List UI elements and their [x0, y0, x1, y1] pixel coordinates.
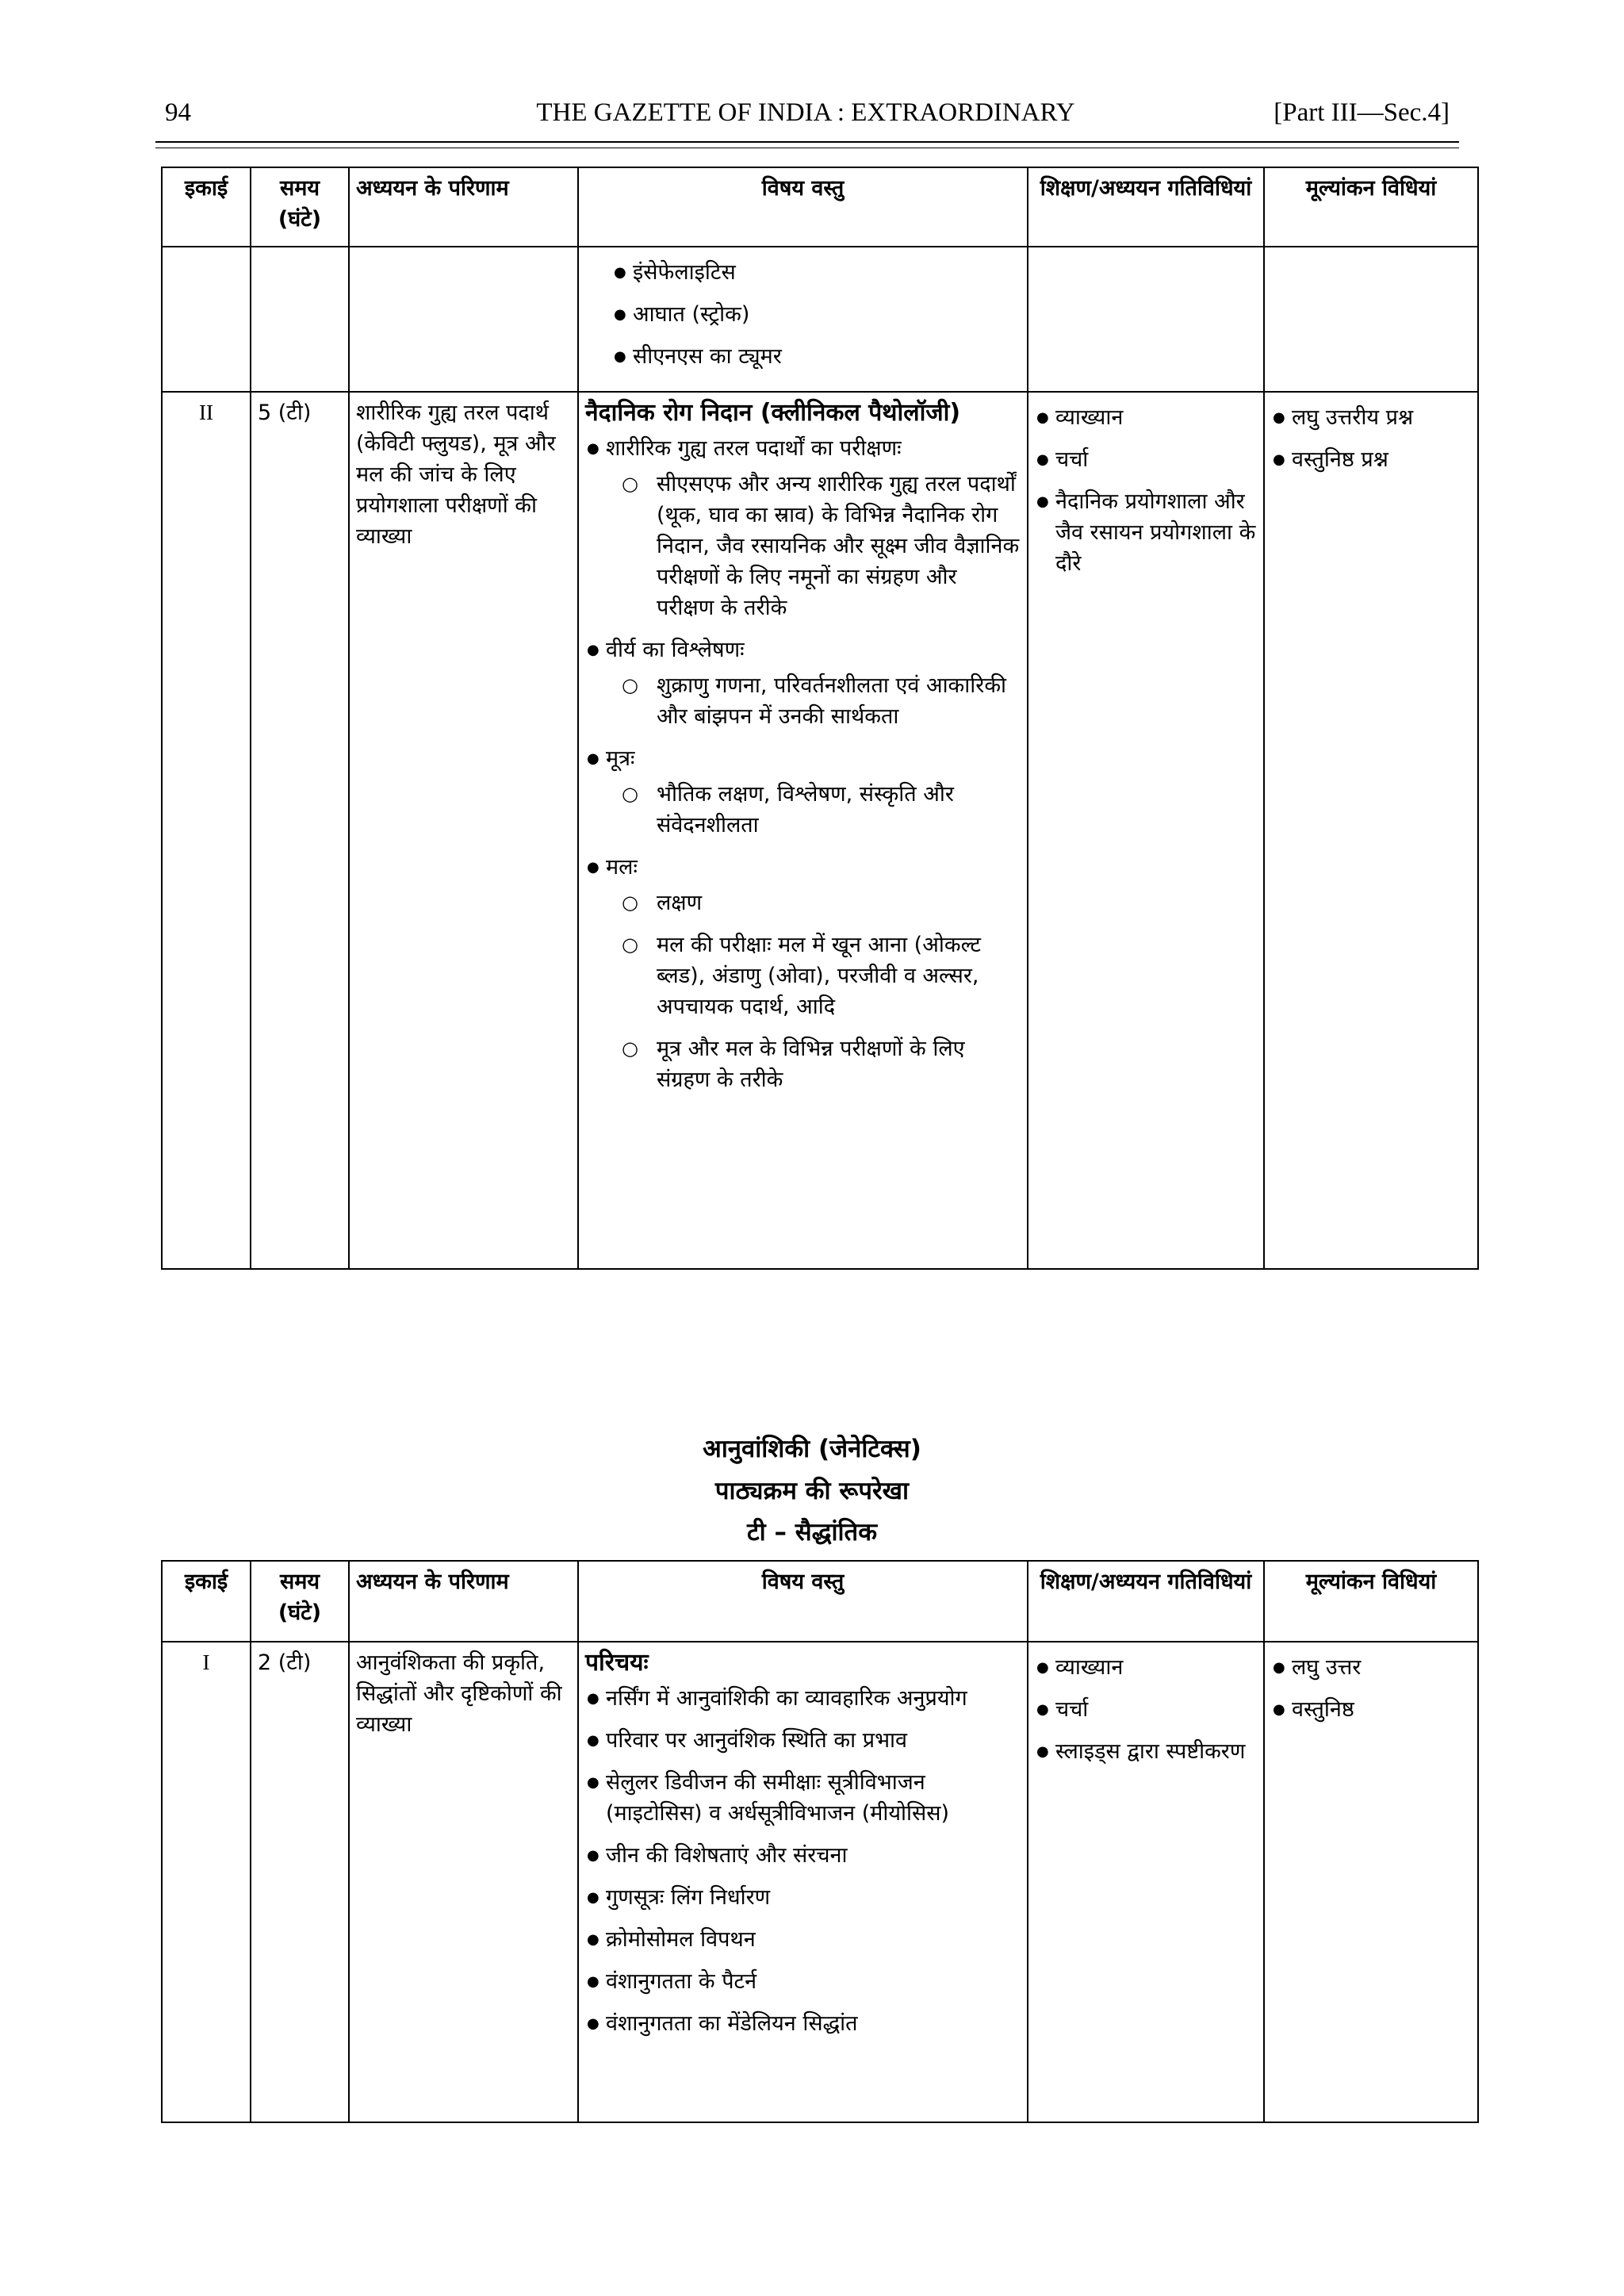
col-activities-header: शिक्षण/अध्ययन गतिविधियां	[1028, 167, 1264, 247]
assessment-cell	[1264, 392, 1478, 1269]
list-item: ● नर्सिंग में आनुवांशिकी का व्यावहारिक अनुप्रयोग	[585, 1683, 1021, 1714]
table-row-unit-2	[162, 392, 1478, 1269]
time-hours: 5 (टी)	[251, 392, 349, 1269]
unit-number: I	[162, 1642, 251, 2122]
content-cell	[578, 392, 1028, 1269]
assessment-cell	[1264, 1642, 1478, 2122]
list-item	[585, 852, 1021, 1095]
sub-item: ○ मल की परीक्षाः मल में खून आना (ओकल्ट ब्लड), अंडाणु (ओवा), परजीवी व अल्सर, अपचायक पदार्थ, आदि	[622, 930, 1021, 1022]
section-subtitle-theory: टी – सैद्धांतिक	[747, 1518, 877, 1547]
col-unit-header: इकाई	[162, 167, 251, 247]
table-row-continued	[162, 247, 1478, 392]
list-item: ● स्लाइड्स द्वारा स्पष्टीकरण	[1035, 1736, 1257, 1767]
sub-item: ○ लक्षण	[622, 887, 1021, 918]
list-item: ● व्याख्यान	[1035, 1652, 1257, 1683]
section-heading: शारीरिक गुह्य तरल पदार्थों का परीक्षणः	[606, 436, 902, 461]
gazette-title: THE GAZETTE OF INDIA : EXTRAORDINARY	[536, 98, 1075, 127]
list-item: ● चर्चा	[1035, 1694, 1257, 1725]
list-item: ● नैदानिक प्रयोगशाला और जैव रसायन प्रयोगशाला के दौरे	[1035, 486, 1257, 579]
page-header	[162, 98, 1450, 138]
content-title: नैदानिक रोग निदान (क्लीनिकल पैथोलॉजी)	[585, 399, 961, 427]
table-header-row	[162, 1561, 1478, 1642]
section-heading: मलः	[606, 855, 638, 880]
syllabus-table-1	[161, 167, 1479, 1270]
unit-number: II	[162, 392, 251, 1269]
sub-item: ○ भौतिक लक्षण, विश्लेषण, संस्कृति और संवेदनशीलता	[622, 779, 1021, 841]
list-item: ● लघु उत्तरीय प्रश्न	[1271, 402, 1471, 433]
syllabus-table-2	[161, 1560, 1479, 2123]
col-outcome-header: अध्ययन के परिणाम	[349, 1561, 578, 1642]
list-item	[585, 433, 1021, 623]
col-assessment-header: मूल्यांकन विधियां	[1264, 1561, 1478, 1642]
header-rule	[155, 141, 1459, 143]
list-item: ● चर्चा	[1035, 444, 1257, 475]
list-item	[585, 743, 1021, 841]
list-item: ● लघु उत्तर	[1271, 1652, 1471, 1683]
list-item	[585, 634, 1021, 732]
list-item: ● आघात (स्ट्रोक)	[612, 299, 1021, 330]
sub-item: ○ शुक्राणु गणना, परिवर्तनशीलता एवं आकारिकी और बांझपन में उनकी सार्थकता	[622, 670, 1021, 732]
section-heading: वीर्य का विश्लेषणः	[606, 638, 745, 662]
col-outcome-header: अध्ययन के परिणाम	[349, 167, 578, 247]
section-heading: मूत्रः	[606, 746, 635, 771]
section-subtitle: पाठ्यक्रम की रूपरेखा	[714, 1477, 910, 1505]
page-number: 94	[165, 98, 191, 127]
col-content-header: विषय वस्तु	[578, 167, 1028, 247]
table-row-unit-1	[162, 1642, 1478, 2122]
continued-content	[578, 247, 1028, 392]
col-time-header: समय (घंटे)	[251, 1561, 349, 1642]
list-item: ● वंशानुगतता का मेंडेलियन सिद्धांत	[585, 2008, 1021, 2039]
content-cell	[578, 1642, 1028, 2122]
list-item: ● सीएनएस का ट्यूमर	[612, 341, 1021, 372]
list-item: ● इंसेफेलाइटिस	[612, 257, 1021, 288]
list-item: ● जीन की विशेषताएं और संरचना	[585, 1840, 1021, 1871]
list-item: ● क्रोमोसोमल विपथन	[585, 1924, 1021, 1955]
list-item: ● वस्तुनिष्ठ प्रश्न	[1271, 444, 1471, 475]
activities-cell	[1028, 392, 1264, 1269]
section-title: आनुवांशिकी (जेनेटिक्स)	[703, 1435, 921, 1463]
part-section: [Part III—Sec.4]	[1274, 98, 1450, 127]
activities-cell	[1028, 1642, 1264, 2122]
col-unit-header: इकाई	[162, 1561, 251, 1642]
col-content-header: विषय वस्तु	[578, 1561, 1028, 1642]
learning-outcome: आनुवंशिकता की प्रकृति, सिद्धांतों और दृष्टिकोणों की व्याख्या	[349, 1642, 578, 2122]
col-assessment-header: मूल्यांकन विधियां	[1264, 167, 1478, 247]
list-item: ● परिवार पर आनुवंशिक स्थिति का प्रभाव	[585, 1725, 1021, 1756]
sub-item: ○ सीएसएफ और अन्य शारीरिक गुह्य तरल पदार्थों (थूक, घाव का स्राव) के विभिन्न नैदानिक रोग निदान, जैव रसायनिक और सूक्ष्म जीव वैज्ञानिक परीक्षणों के लिए नमूनों का संग्रहण और परीक्षण के तरीके	[622, 469, 1021, 623]
learning-outcome: शारीरिक गुह्य तरल पदार्थ (केविटी फ्लुयड), मूत्र और मल की जांच के लिए प्रयोगशाला परीक्षणों की व्याख्या	[349, 392, 578, 1269]
list-item: ● गुणसूत्रः लिंग निर्धारण	[585, 1882, 1021, 1913]
time-hours: 2 (टी)	[251, 1642, 349, 2122]
list-item: ● वस्तुनिष्ठ	[1271, 1694, 1471, 1725]
list-item: ● वंशानुगतता के पैटर्न	[585, 1966, 1021, 1997]
table-header-row	[162, 167, 1478, 247]
list-item: ● व्याख्यान	[1035, 402, 1257, 433]
col-activities-header: शिक्षण/अध्ययन गतिविधियां	[1028, 1561, 1264, 1642]
col-time-header: समय (घंटे)	[251, 167, 349, 247]
sub-item: ○ मूत्र और मल के विभिन्न परीक्षणों के लिए संग्रहण के तरीके	[622, 1033, 1021, 1095]
list-item: ● सेलुलर डिवीजन की समीक्षाः सूत्रीविभाजन (माइटोसिस) व अर्धसूत्रीविभाजन (मीयोसिस)	[585, 1767, 1021, 1829]
content-title: परिचयः	[585, 1649, 649, 1677]
